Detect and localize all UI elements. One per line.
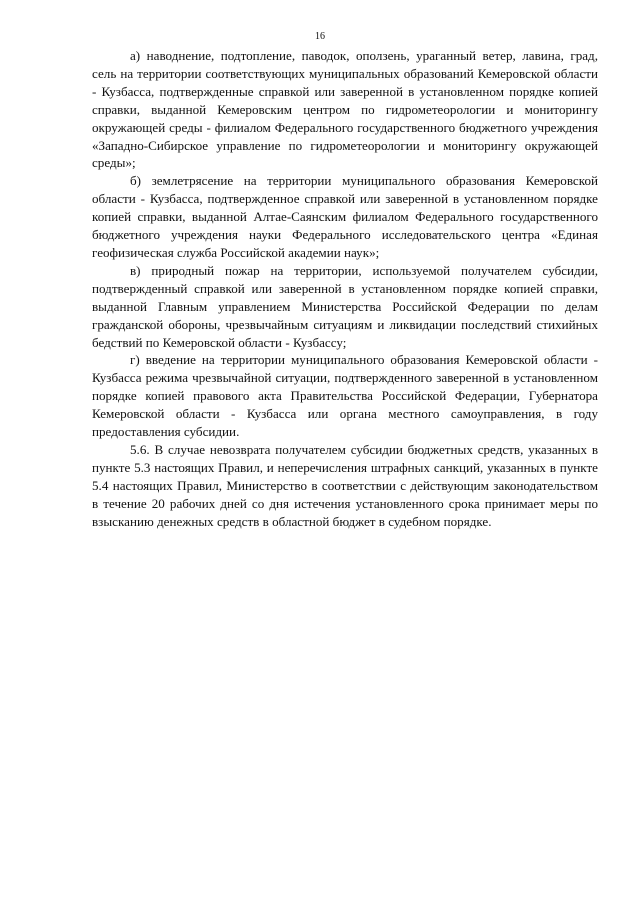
paragraph-5-6-recovery: 5.6. В случае невозврата получателем субсидии бюджетных средств, указанных в пункте 5.3 настоящих Правил, и неперечисления штрафных санкций, указанных в пункте 5.4 настоящих Правил, Министерство в соответствии с действующим законодательством в течение 20 рабочих дней со дня истечения установленного срока принимает меры по взысканию денежных средств в областной бюджет в судебном порядке. bbox=[92, 441, 598, 529]
paragraph-v-wildfire: в) природный пожар на территории, используемой получателем субсидии, подтвержденный справкой или заверенной в установленном порядке копией справки, выданной Главным управлением Министерства Российской Федерации по делам гражданской обороны, чрезвычайным ситуациям и ликвидации последствий стихийных бедствий по Кемеровской области - Кузбассу; bbox=[92, 262, 598, 350]
paragraph-a-natural-disasters: а) наводнение, подтопление, паводок, оползень, ураганный ветер, лавина, град, сель на территории соответствующих муниципальных образований Кемеровской области - Кузбасса, подтвержденные справкой или заверенной в установленном порядке копией справки, выданной Кемеровским центром по гидрометеорологии и мониторингу окружающей среды - филиалом Федерального государственного бюджетного учреждения «Западно-Сибирское управление по гидрометеорологии и мониторингу окружающей среды»; bbox=[92, 48, 598, 171]
paragraph-g-emergency-regime: г) введение на территории муниципального образования Кемеровской области - Кузбасса режима чрезвычайной ситуации, подтвержденного заверенной в установленном порядке копией правового акта Правительства Российской Федерации, Губернатора Кемеровской области - Кузбасса или органа местного самоуправления, в году предоставления субсидии. bbox=[92, 352, 598, 440]
document-body bbox=[92, 47, 598, 530]
paragraph-b-earthquake: б) землетрясение на территории муниципального образования Кемеровской области - Кузбасса, подтвержденное справкой или заверенной в установленном порядке копией справки, выданной Алтае-Саянским филиалом Федерального государственного бюджетного учреждения науки Федерального исследовательского центра «Единая геофизическая служба Российской академии наук»; bbox=[92, 173, 598, 260]
page-number: 16 bbox=[315, 31, 325, 42]
